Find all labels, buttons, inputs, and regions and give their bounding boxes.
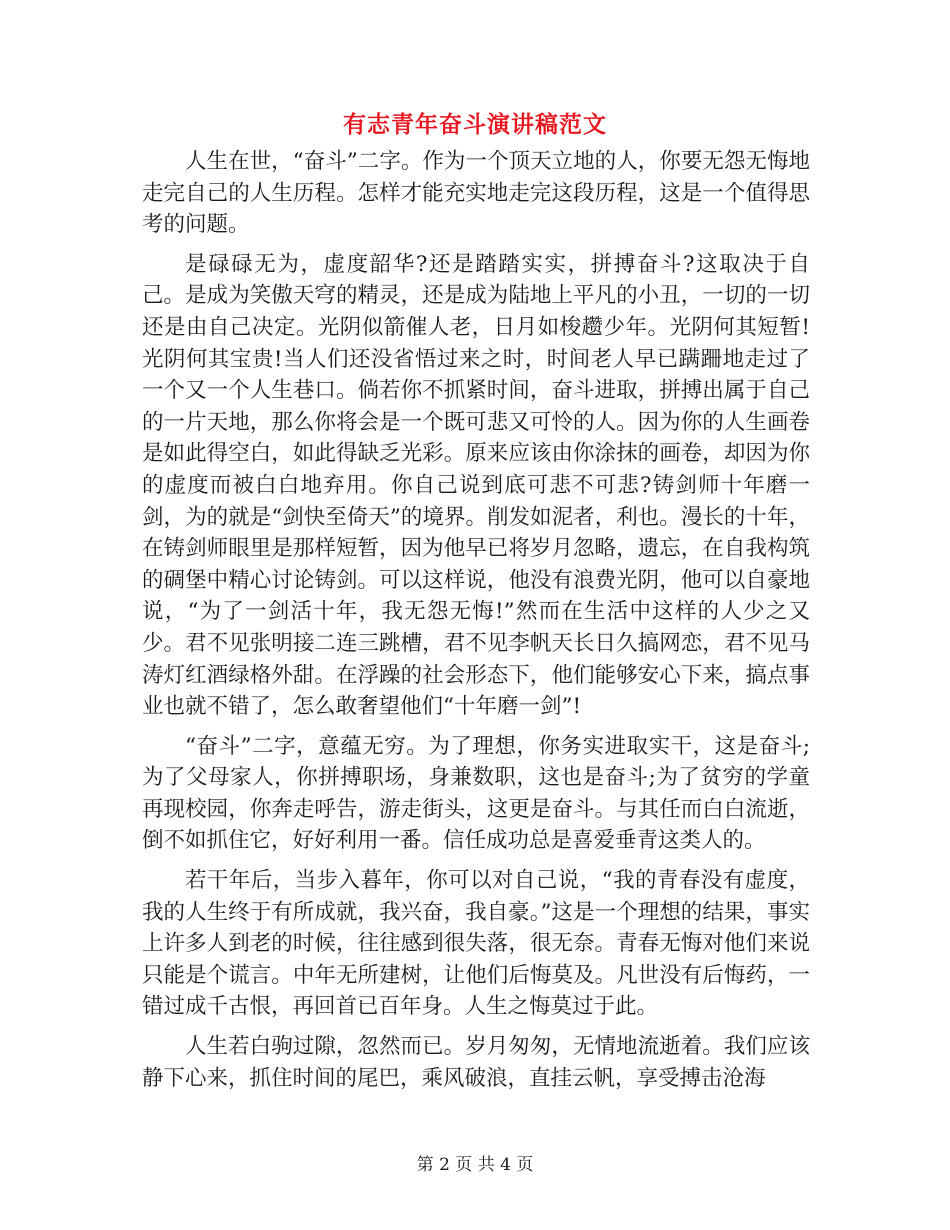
page-number-footer: 第 2 页 共 4 页 bbox=[416, 1155, 534, 1175]
paragraph-1: 人生在世，“奋斗”二字。作为一个顶天立地的人，你要无怨无悔地走完自己的人生历程。怎样才能充实地走完这段历程，这是一个值得思考的问题。 bbox=[142, 149, 810, 238]
paragraph-4: 若干年后，当步入暮年，你可以对自己说，“我的青春没有虚度，我的人生终于有所成就，我兴奋，我自豪。”这是一个理想的结果，事实上许多人到老的时候，往往感到很失落，很无奈。青春无悔对他们来说只能是个谎言。中年无所建树，让他们后悔莫及。凡世没有后悔药，一错过成千古恨，再回首已百年身。人生之悔莫过于此。 bbox=[142, 868, 810, 1020]
paragraph-2: 是碌碌无为，虚度韶华?还是踏踏实实，拼搏奋斗?这取决于自己。是成为笑傲天穹的精灵，还是成为陆地上平凡的小丑，一切的一切还是由自己决定。光阴似箭催人老，日月如梭趱少年。光阴何其短暂!光阴何其宝贵!当人们还没省悟过来之时，时间老人早已蹒跚地走过了一个又一个人生巷口。倘若你不抓紧时间，奋斗进取，拼搏出属于自己的一片天地，那么你将会是一个既可悲又可怜的人。因为你的人生画卷是如此得空白，如此得缺乏光彩。原来应该由你涂抹的画卷，却因为你的虚度而被白白地弃用。你自己说到底可悲不可悲?铸剑师十年磨一剑，为的就是“剑快至倚天”的境界。削发如泥者，利也。漫长的十年，在铸剑师眼里是那样短暂，因为他早已将岁月忽略，遗忘，在自我构筑的碉堡中精心讨论铸剑。可以这样说，他没有浪费光阴，他可以自豪地说，“为了一剑活十年，我无怨无悔!”然而在生活中这样的人少之又少。君不见张明接二连三跳槽，君不见李帆天长日久搞网恋，君不见马涛灯红酒绿格外甜。在浮躁的社会形态下，他们能够安心下来，搞点事业也就不错了，怎么敢奢望他们“十年磨一剑”! bbox=[142, 251, 810, 720]
paragraph-3: “奋斗”二字，意蕴无穷。为了理想，你务实进取实干，这是奋斗;为了父母家人，你拼搏职场，身兼数职，这也是奋斗;为了贫穷的学童再现校园，你奔走呼告，游走街头，这更是奋斗。与其任而白白流逝，倒不如抓住它，好好利用一番。信任成功总是喜爱垂青这类人的。 bbox=[142, 733, 810, 854]
document-body bbox=[142, 146, 810, 1102]
document-title: 有志青年奋斗演讲稿范文 bbox=[343, 111, 607, 138]
paragraph-5: 人生若白驹过隙，忽然而已。岁月匆匆，无情地流逝着。我们应该静下心来，抓住时间的尾巴，乘风破浪，直挂云帆，享受搏击沧海 bbox=[142, 1034, 810, 1091]
